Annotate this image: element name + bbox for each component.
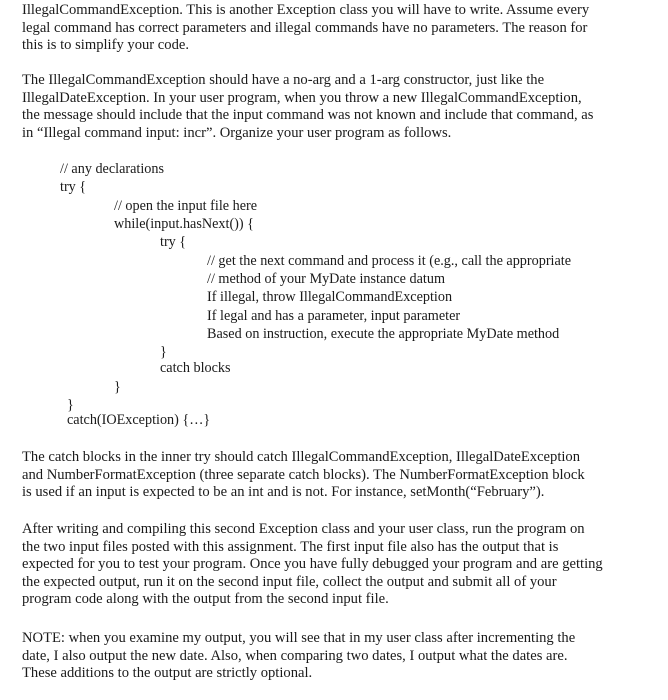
code-line: } <box>160 344 167 360</box>
paragraph-constructors <box>22 72 644 142</box>
code-line: // open the input file here <box>114 198 258 214</box>
code-line: If legal and has a parameter, input parameter <box>207 308 461 324</box>
text-line: NOTE: when you examine my output, you will see that in my user class after incrementing the <box>22 630 576 646</box>
code-line: } <box>67 397 74 413</box>
paragraph-note <box>22 630 644 683</box>
text-line: the message should include that the input command was not known and include that command, as <box>22 107 594 124</box>
text-line: the expected output, run it on the second input file, collect the output and submit all of your <box>22 573 557 590</box>
text-line: legal command has correct parameters and illegal commands have no parameters. The reason for <box>22 19 588 36</box>
code-line: Based on instruction, execute the appropriate MyDate method <box>207 326 560 342</box>
code-line: catch blocks <box>160 360 231 376</box>
text-line: After writing and compiling this second Exception class and your user class, run the program on <box>22 521 585 537</box>
text-line: program code along with the output from the second input file. <box>22 591 389 608</box>
code-line: catch(IOException) {…} <box>67 412 211 428</box>
paragraph-instructions <box>22 521 644 609</box>
code-line: If illegal, throw IllegalCommandException <box>207 289 453 305</box>
text-line: in “Illegal command input: incr”. Organize your user program as follows. <box>22 124 452 141</box>
code-line: // any declarations <box>60 161 165 177</box>
text-line: IllegalDateException. In your user program, when you throw a new IllegalCommandException, <box>22 89 582 106</box>
text-line: The IllegalCommandException should have a no-arg and a 1-arg constructor, just like the <box>22 72 545 88</box>
text-line: IllegalCommandException. This is another Exception class you will have to write. Assume every <box>22 2 590 18</box>
code-line: // get the next command and process it (e.g., call the appropriate <box>207 253 572 269</box>
paragraph-intro <box>22 2 644 55</box>
code-line: while(input.hasNext()) { <box>114 216 254 232</box>
text-line: The catch blocks in the inner try should catch IllegalCommandException, IllegalDateException <box>22 449 581 465</box>
text-line: the two input files posted with this assignment. The first input file also has the output that is <box>22 538 559 555</box>
text-line: date, I also output the new date. Also, when comparing two dates, I output what the dates are. <box>22 647 568 664</box>
text-line: this is to simplify your code. <box>22 37 190 54</box>
text-line: expected for you to test your program. Once you have fully debugged your program and are getting <box>22 556 603 573</box>
text-line: and NumberFormatException (three separate catch blocks). The NumberFormatException block <box>22 466 585 483</box>
code-line: try { <box>160 234 187 250</box>
text-line: These additions to the output are strictly optional. <box>22 665 313 682</box>
text-line: is used if an input is expected to be an int and is not. For instance, setMonth(“February”). <box>22 484 545 501</box>
code-line: } <box>114 379 121 395</box>
paragraph-catch-blocks <box>22 449 644 502</box>
code-line: // method of your MyDate instance datum <box>207 271 445 287</box>
code-line: try { <box>60 179 87 195</box>
